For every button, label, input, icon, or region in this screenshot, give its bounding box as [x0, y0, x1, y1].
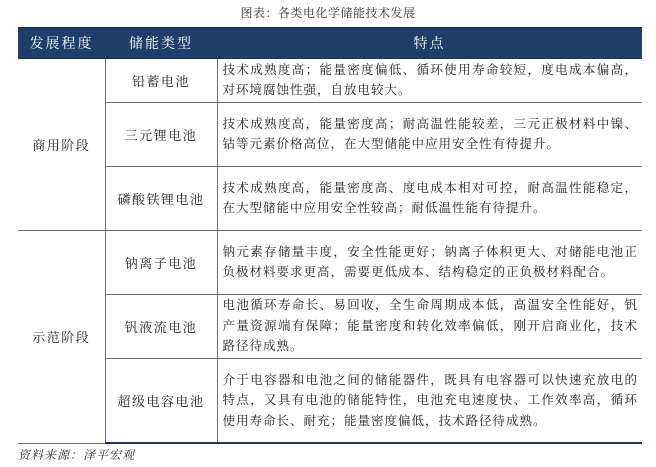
- table-caption: 图表：各类电化学储能技术发展: [240, 6, 416, 20]
- table-row: [18, 358, 642, 443]
- header-feature: 特点: [217, 28, 642, 58]
- header-row: [18, 28, 642, 58]
- stage-cell: 示范阶段: [18, 230, 105, 443]
- feature-cell: 钠元素存储量丰度，安全性能更好；钠离子体积更大、对储能电池正负极材料要求更高，需要更低成本、结构稳定的正负极材料配合。: [217, 230, 642, 294]
- table-row: [18, 102, 642, 166]
- stage-cell: 商用阶段: [18, 58, 105, 230]
- type-cell: 三元锂电池: [105, 102, 217, 166]
- header-type: 储能类型: [105, 28, 217, 58]
- feature-cell: 技术成熟度高，能量密度高；耐高温性能较差，三元正极材料中镍、钴等元素价格高位，在大型储能中应用安全性有待提升。: [217, 102, 642, 166]
- type-cell: 钠离子电池: [105, 230, 217, 294]
- feature-cell: 介于电容器和电池之间的储能器件，既具有电容器可以快速充放电的特点，又具有电池的储能特性，电池充电速度快、工作效率高，循环使用寿命长、耐充；能量密度偏低，技术路径待成熟。: [217, 358, 642, 443]
- storage-tech-table: [18, 27, 642, 444]
- feature-cell: 技术成熟度高，能量密度高、度电成本相对可控，耐高温性能稳定，在大型储能中应用安全性较高；耐低温性能有待提升。: [217, 166, 642, 230]
- type-cell: 超级电容电池: [105, 358, 217, 443]
- table-row: [18, 58, 642, 102]
- type-cell: 铅蓄电池: [105, 58, 217, 102]
- feature-cell: 技术成熟度高；能量密度偏低、循环使用寿命较短，度电成本偏高，对环境腐蚀性强，自放电较大。: [217, 58, 642, 102]
- source-note: 资料来源：泽平宏观: [18, 448, 136, 462]
- type-cell: 钒液流电池: [105, 294, 217, 358]
- feature-cell: 电池循环寿命长、易回收，全生命周期成本低，高温安全性能好，钒产量资源端有保障；能量密度和转化效率偏低，刚开启商业化，技术路径待成熟。: [217, 294, 642, 358]
- header-stage: 发展程度: [18, 28, 105, 58]
- table-row: [18, 230, 642, 294]
- type-cell: 磷酸铁锂电池: [105, 166, 217, 230]
- table-row: [18, 294, 642, 358]
- table-row: [18, 166, 642, 230]
